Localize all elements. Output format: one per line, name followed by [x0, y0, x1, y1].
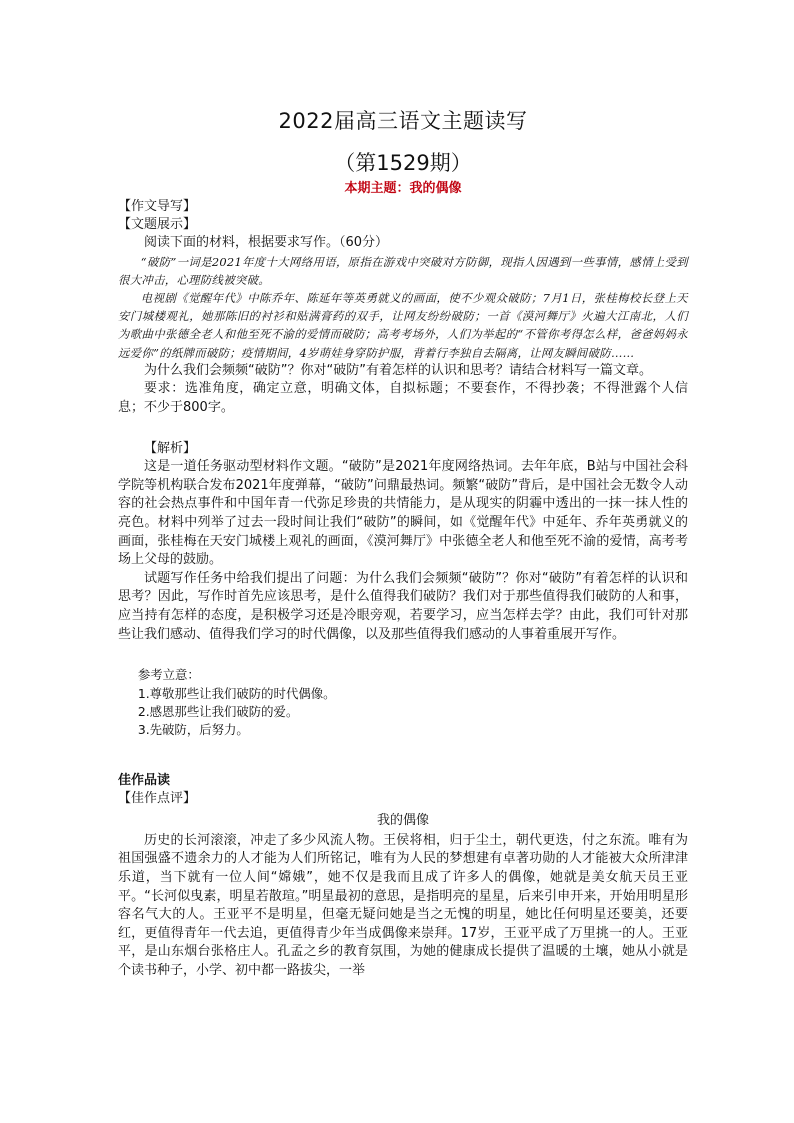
- spacer: [118, 418, 688, 440]
- prompt-material-1: “破防”一词是2021年度十大网络用语，原指在游戏中突破对方防御，现指人因遇到一些事情，感情上受到很大冲击，心理防线被突破。: [118, 254, 688, 287]
- document-page: [118, 100, 688, 981]
- essay-paragraph-1: 历史的长河滚滚，冲走了多少风流人物。王侯将相，归于尘土，朝代更迭，付之东流。唯有为祖国强盛不遗余力的人才能为人们所铭记，唯有为人民的梦想建有卓著功勋的人才能被大众所津津乐道，当下就有一位人间“嫦娥”，她不仅是我而且成了许多人的偶像，她就是美女航天员王亚平。“长河似曳素，明星若散瑄。”明星最初的意思，是指明亮的星星，后来引申开来，开始用明星形容名气大的人。王亚平不是明星，但毫无疑问她是当之无愧的明星，她比任何明星还要美，还要红，更值得青年一代去追，更值得青少年当成偶像来崇拜。17岁，王亚平成了万里挑一的人。王亚平，是山东烟台张格庄人。孔孟之乡的教育氛围，为她的健康成长提供了温暖的土壤，她从小就是个读书种子，小学、初中都一路拔尖，一举: [118, 832, 688, 978]
- section-guide-heading: 【作文导写】: [118, 199, 197, 214]
- section-display-heading: 【文题展示】: [118, 217, 197, 232]
- prompt-requirements: 要求：选准角度，确定立意，明确文体，自拟标题；不要套作，不得抄袭；不得泄露个人信息；不少于800字。: [118, 381, 688, 415]
- prompt-intro: 阅读下面的材料，根据要求写作。（60分）: [144, 235, 389, 250]
- reference-item-2: 2.感恩那些让我们破防的爱。: [137, 703, 299, 719]
- issue-number: （第1529期）: [334, 151, 472, 175]
- showcase-subheading: 【佳作点评】: [118, 790, 197, 806]
- reference-item-3: 3.先破防，后努力。: [137, 722, 249, 738]
- issue-theme: 本期主题：我的偶像: [344, 181, 462, 196]
- prompt-question: 为什么我们会频频“破防”？你对“破防”有着怎样的认识和思考？请结合材料写一篇文章。: [144, 362, 652, 378]
- prompt-material-2: 电视剧《觉醒年代》中陈乔年、陈延年等英勇就义的画面，使不少观众破防；7月1日，张桂梅校长登上天安门城楼观礼，她那陈旧的衬衫和贴满膏药的双手，让网友纷纷破防；一首《漠河舞厅》火遍大江南北，人们为歌曲中张德全老人和他至死不渝的爱情而破防；高考考场外，人们为举起的“不管你考得怎么样，爸爸妈妈永远爱你”的纸牌而破防；疫情期间，4岁萌娃身穿防护服，背着行李独自去隔离，让网友瞬间破防……: [118, 291, 688, 360]
- analysis-paragraph-2: 试题写作任务中给我们提出了问题：为什么我们会频频“破防”？你对“破防”有着怎样的认识和思考？因此，写作时首先应该思考，是什么值得我们破防？我们对于那些值得我们破防的人和事，应当持有怎样的态度，是积极学习还是冷眼旁观，若要学习，应当怎样去学？由此，我们可针对那些让我们感动、值得我们学习的时代偶像，以及那些值得我们感动的人事着重展开写作。: [118, 570, 688, 642]
- reference-heading: 参考立意：: [137, 667, 200, 683]
- essay-title: 我的偶像: [376, 812, 429, 828]
- spacer: [118, 740, 688, 772]
- reference-item-1: 1.尊敬那些让我们破防的时代偶像。: [137, 685, 336, 701]
- page-title: 2022届高三语文主题读写: [278, 109, 528, 133]
- spacer: [118, 644, 688, 666]
- analysis-paragraph-1: 这是一道任务驱动型材料作文题。“破防”是2021年度网络热词。去年年底，B站与中国社会科学院等机构联合发布2021年度弹幕，“破防”问鼎最热词。频繁“破防”背后，是中国社会无数令人动容的社会热点事件和中国年青一代弥足珍贵的共情能力，是从现实的阴霾中透出的一抹一抹人性的亮色。材料中列举了过去一段时间让我们“破防”的瞬间，如《觉醒年代》中延年、乔年英勇就义的画面，张桂梅在天安门城楼上观礼的画面，《漠河舞厅》中张德全老人和他至死不渝的爱情，高考考场上父母的鼓励。: [118, 459, 688, 568]
- showcase-heading: 佳作品读: [118, 772, 171, 788]
- analysis-heading: 【解析】: [144, 440, 197, 456]
